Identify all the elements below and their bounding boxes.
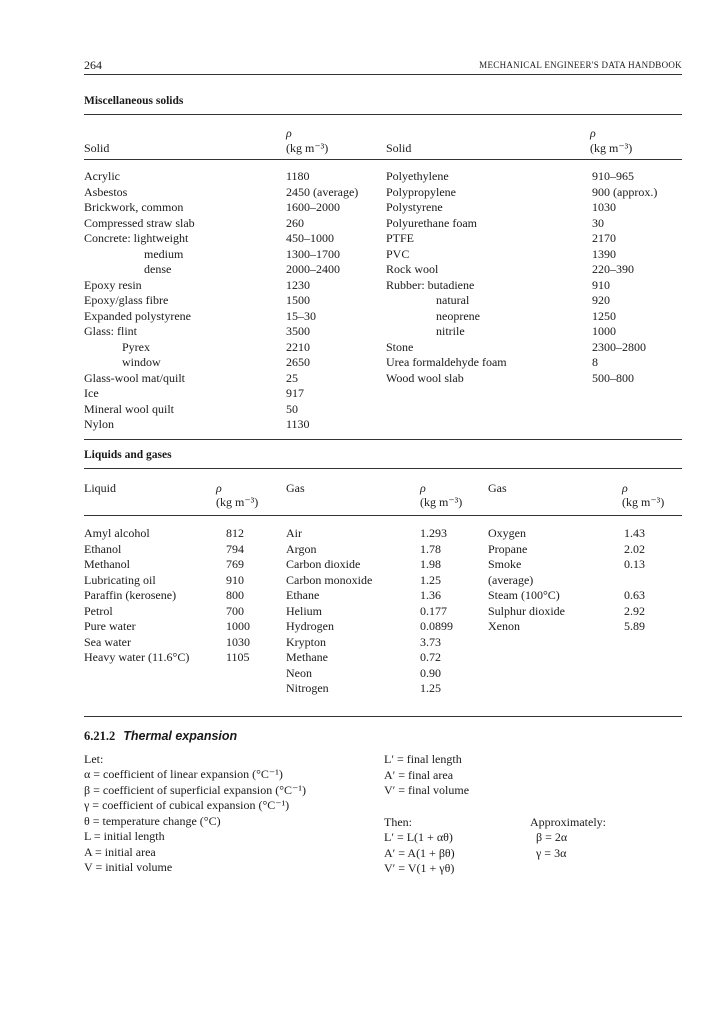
table-rule-top-2: [84, 468, 682, 469]
row-value: 15–30: [286, 308, 316, 323]
table-row: [84, 386, 384, 402]
running-header: [84, 58, 682, 75]
table-row: [84, 604, 284, 620]
row-value: 0.177: [420, 603, 447, 618]
row-value: 920: [592, 293, 610, 307]
col-header-rho-unit-2: (kg m⁻³): [590, 141, 633, 155]
row-value: 2000–2400: [286, 262, 340, 276]
table-row: [386, 371, 682, 387]
solids-list-left: [84, 169, 384, 433]
table-row: [84, 619, 284, 635]
row-name: Stone: [386, 339, 414, 354]
row-value: 2.92: [624, 603, 645, 618]
row-name: Xenon: [488, 619, 520, 633]
row-value: 900 (approx.): [592, 184, 658, 199]
row-value: 1180: [286, 169, 310, 183]
table-row: [84, 262, 384, 278]
table-row: [84, 185, 384, 201]
col-header-rho-gas-unit: (kg m⁻³): [420, 495, 463, 509]
row-name: PVC: [386, 246, 410, 261]
table-row: [386, 262, 682, 278]
row-name: Polyethylene: [386, 169, 449, 183]
approx-line: γ = 3α: [536, 845, 567, 860]
row-name: (average): [488, 572, 534, 587]
formula-line: A′ = A(1 + βθ): [384, 845, 455, 860]
row-value: 769: [226, 557, 244, 571]
col-header-solid-2: Solid: [386, 141, 412, 155]
row-name: Mineral wool quilt: [84, 401, 174, 416]
row-value: 3.73: [420, 634, 441, 649]
row-value: 2210: [286, 339, 310, 354]
row-value: 1390: [592, 246, 616, 261]
row-name: Heavy water (11.6°C): [84, 650, 190, 664]
row-name: nitrile: [436, 324, 465, 338]
row-name: Methanol: [84, 557, 130, 571]
table-rule-bottom-2: [84, 716, 682, 717]
table-row: [84, 169, 384, 185]
col-header-rho-gas2-unit: (kg m⁻³): [622, 495, 665, 509]
row-value: 3500: [286, 324, 310, 338]
table-row: [84, 588, 284, 604]
row-value: 50: [286, 401, 298, 416]
table-row: [84, 309, 384, 325]
row-name: Carbon monoxide: [286, 572, 373, 587]
row-value: 0.13: [624, 557, 645, 571]
row-name: Epoxy/glass fibre: [84, 293, 169, 307]
final-value-line: L′ = final length: [384, 752, 462, 766]
row-value: 25: [286, 370, 298, 385]
table-rule-header: [84, 159, 682, 160]
table-row: [488, 526, 682, 542]
page: [84, 0, 682, 1024]
definition-line: A = initial area: [84, 844, 156, 859]
col-header-rho-gas2-symbol: ρ: [622, 481, 628, 495]
table-row: [386, 278, 682, 294]
table-row: [84, 231, 384, 247]
solids-list-right: [386, 169, 682, 386]
table-row: [488, 557, 682, 573]
table-row: [84, 340, 384, 356]
table-row: [84, 557, 284, 573]
page-number: 264: [84, 58, 102, 72]
row-name: Polypropylene: [386, 184, 456, 199]
table-row: [84, 247, 384, 263]
row-name: Polyurethane foam: [386, 215, 477, 230]
thermal-section-title: Thermal expansion: [123, 729, 238, 743]
row-name: PTFE: [386, 231, 415, 245]
let-label: Let:: [84, 752, 104, 766]
table-row: [386, 309, 682, 325]
row-value: 1130: [286, 417, 310, 431]
definition-line: θ = temperature change (°C): [84, 813, 221, 828]
table-row: [386, 200, 682, 216]
definition-line: β = coefficient of superficial expansion (°C⁻¹): [84, 782, 306, 797]
row-value: 0.90: [420, 665, 441, 680]
row-name: Krypton: [286, 634, 326, 649]
row-name: Carbon dioxide: [286, 557, 361, 571]
row-name: Steam (100°C): [488, 588, 560, 602]
table-row: [386, 355, 682, 371]
then-label: Then:: [384, 815, 412, 829]
row-value: 1500: [286, 293, 310, 307]
row-name: Smoke: [488, 557, 522, 571]
row-value: 500–800: [592, 370, 634, 385]
table-row: [386, 324, 682, 340]
row-name: Hydrogen: [286, 619, 334, 633]
table-row: [84, 355, 384, 371]
row-name: Asbestos: [84, 184, 128, 199]
table-row: [386, 185, 682, 201]
formula-line: L′ = L(1 + αθ): [384, 830, 453, 844]
gases-list-2: [488, 526, 682, 635]
gases-list-1: [286, 526, 486, 697]
table-row: [286, 604, 486, 620]
row-value: 1.25: [420, 681, 441, 695]
row-name: Polystyrene: [386, 200, 443, 214]
col-header-rho-liquid-symbol: ρ: [216, 481, 222, 495]
definition-line: L = initial length: [84, 829, 165, 843]
table-row: [286, 635, 486, 651]
row-value: 8: [592, 355, 598, 369]
col-header-rho-liquid-unit: (kg m⁻³): [216, 495, 259, 509]
row-value: 0.0899: [420, 619, 453, 633]
table-row: [488, 588, 682, 604]
table-row: [84, 635, 284, 651]
liquids-list: [84, 526, 284, 666]
row-name: Nitrogen: [286, 681, 329, 695]
table-row: [84, 650, 284, 666]
row-name: Wood wool slab: [386, 370, 464, 385]
row-name: Methane: [286, 650, 328, 664]
row-name: Rock wool: [386, 262, 439, 276]
table-row: [286, 588, 486, 604]
row-name: Helium: [286, 603, 322, 618]
row-value: 1250: [592, 308, 616, 323]
row-value: 800: [226, 588, 244, 602]
table-row: [386, 340, 682, 356]
row-value: 5.89: [624, 619, 645, 633]
row-value: 0.63: [624, 588, 645, 602]
row-value: 1.98: [420, 557, 441, 571]
row-value: 910: [592, 277, 610, 292]
row-name: Epoxy resin: [84, 277, 142, 292]
row-name: Pyrex: [122, 339, 150, 354]
row-name: Amyl alcohol: [84, 526, 150, 540]
row-name: medium: [144, 246, 184, 261]
row-value: 812: [226, 526, 244, 540]
row-value: 1.25: [420, 572, 441, 587]
table-row: [84, 417, 384, 433]
row-name: window: [122, 355, 161, 369]
row-name: Urea formaldehyde foam: [386, 355, 507, 369]
row-name: Oxygen: [488, 526, 526, 540]
row-name: Air: [286, 526, 302, 540]
final-value-line: V′ = final volume: [384, 783, 470, 797]
row-value: 1030: [592, 200, 616, 214]
row-name: Glass: flint: [84, 324, 137, 338]
row-value: 450–1000: [286, 231, 334, 245]
row-name: Ice: [84, 386, 99, 400]
table-row: [286, 573, 486, 589]
table-row: [84, 542, 284, 558]
col-header-rho-unit: (kg m⁻³): [286, 141, 329, 155]
table-row: [488, 619, 682, 635]
final-value-line: A′ = final area: [384, 767, 454, 782]
row-value: 1230: [286, 277, 310, 292]
table-rule-bottom: [84, 439, 682, 440]
col-header-rho-gas-symbol: ρ: [420, 481, 426, 495]
col-header-gas: Gas: [286, 481, 305, 495]
row-value: 2.02: [624, 541, 645, 556]
row-name: Expanded polystyrene: [84, 308, 191, 323]
row-name: natural: [436, 293, 470, 307]
row-name: Lubricating oil: [84, 572, 156, 587]
row-value: 910: [226, 572, 244, 587]
row-value: 917: [286, 386, 304, 400]
row-name: dense: [144, 262, 172, 276]
row-value: 220–390: [592, 262, 634, 276]
row-name: Neon: [286, 665, 312, 680]
row-name: Nylon: [84, 417, 114, 431]
row-value: 1600–2000: [286, 200, 340, 214]
row-value: 1.36: [420, 588, 441, 602]
definition-line: γ = coefficient of cubical expansion (°C⁻¹): [84, 798, 290, 812]
col-header-solid: Solid: [84, 141, 110, 155]
row-name: Acrylic: [84, 169, 120, 183]
row-name: Brickwork, common: [84, 200, 184, 214]
col-header-rho-symbol-2: ρ: [590, 126, 596, 140]
table-row: [286, 650, 486, 666]
table-row: [386, 231, 682, 247]
table-row: [84, 324, 384, 340]
table-row: [84, 278, 384, 294]
row-value: 910–965: [592, 169, 634, 183]
row-name: Paraffin (kerosene): [84, 588, 177, 602]
row-name: Concrete: lightweight: [84, 231, 189, 245]
row-value: 1030: [226, 634, 250, 649]
row-name: Argon: [286, 541, 317, 556]
row-name: neoprene: [436, 308, 480, 323]
thermal-section-heading: [84, 729, 237, 744]
approx-line: β = 2α: [536, 830, 568, 844]
row-name: Propane: [488, 541, 528, 556]
row-value: 2170: [592, 231, 616, 245]
row-value: 1.43: [624, 526, 645, 540]
table-row: [286, 681, 486, 697]
table-row: [84, 402, 384, 418]
table-row: [386, 216, 682, 232]
definition-line: V = initial volume: [84, 860, 173, 874]
table-row: [286, 666, 486, 682]
thermal-section-number: 6.21.2: [84, 729, 116, 743]
row-name: Rubber: butadiene: [386, 277, 475, 292]
col-header-liquid: Liquid: [84, 481, 116, 495]
table-row: [286, 542, 486, 558]
table-rule-header-2: [84, 515, 682, 516]
row-name: Compressed straw slab: [84, 215, 195, 230]
table-row: [84, 371, 384, 387]
table-row: [84, 573, 284, 589]
row-value: 1.293: [420, 526, 447, 540]
running-title: MECHANICAL ENGINEER'S DATA HANDBOOK: [479, 60, 682, 70]
table-row: [84, 200, 384, 216]
formula-line: V′ = V(1 + γθ): [384, 861, 455, 875]
row-value: 1.78: [420, 541, 441, 556]
table-row: [84, 293, 384, 309]
table-row: [286, 619, 486, 635]
row-name: Sulphur dioxide: [488, 603, 565, 618]
table-row: [286, 557, 486, 573]
table-row: [286, 526, 486, 542]
definition-line: α = coefficient of linear expansion (°C⁻¹): [84, 767, 283, 781]
row-value: 260: [286, 215, 304, 230]
row-value: 30: [592, 215, 604, 230]
row-value: 1000: [592, 324, 616, 338]
col-header-rho-symbol: ρ: [286, 126, 292, 140]
row-name: Sea water: [84, 634, 131, 649]
row-value: 2650: [286, 355, 310, 369]
row-value: 1000: [226, 619, 250, 633]
row-value: 2450 (average): [286, 184, 359, 199]
row-name: Ethane: [286, 588, 320, 602]
row-value: 2300–2800: [592, 339, 646, 354]
row-value: 700: [226, 603, 244, 618]
section-title-liquids-gases: Liquids and gases: [84, 449, 172, 461]
table-row: [488, 604, 682, 620]
table-rule-top: [84, 114, 682, 115]
row-value: 1300–1700: [286, 246, 340, 261]
col-header-gas-2: Gas: [488, 481, 507, 495]
table-row: [386, 293, 682, 309]
row-name: Petrol: [84, 603, 113, 618]
table-row: [84, 526, 284, 542]
section-title-solids: Miscellaneous solids: [84, 95, 184, 107]
table-row: [386, 247, 682, 263]
table-row: [386, 169, 682, 185]
row-value: 794: [226, 541, 244, 556]
approx-label: Approximately:: [530, 815, 606, 829]
row-value: 0.72: [420, 650, 441, 664]
table-row: [84, 216, 384, 232]
row-name: Pure water: [84, 619, 136, 633]
row-value: 1105: [226, 650, 250, 664]
row-name: Glass-wool mat/quilt: [84, 370, 185, 385]
table-row: [488, 573, 682, 589]
table-row: [488, 542, 682, 558]
row-name: Ethanol: [84, 541, 122, 556]
